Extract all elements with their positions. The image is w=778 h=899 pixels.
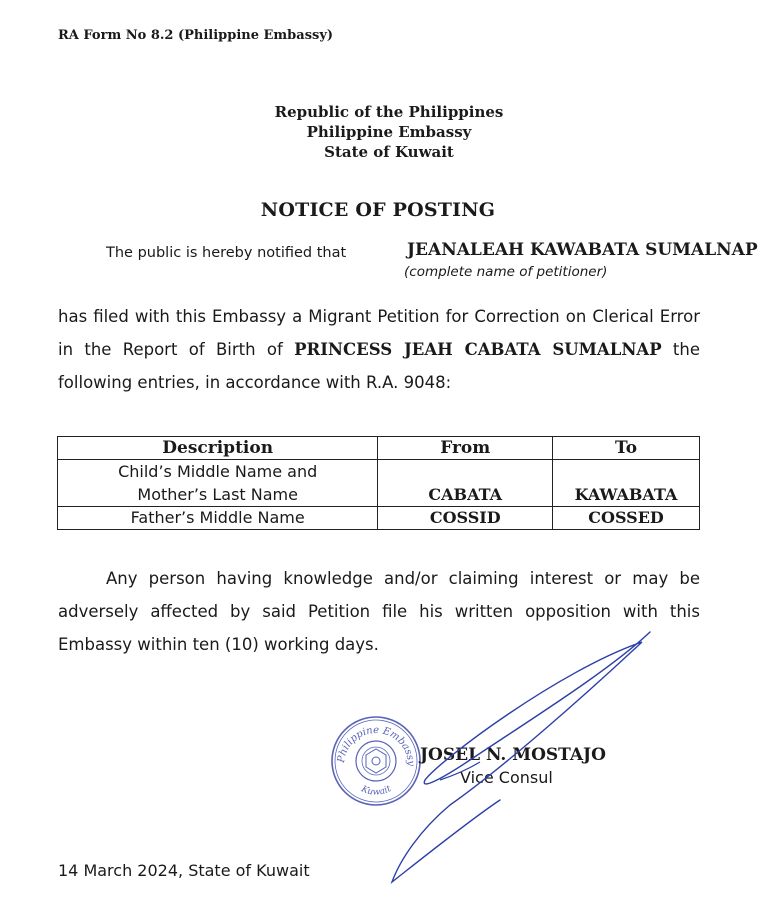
row-to: COSSED (553, 507, 700, 530)
date-place: 14 March 2024, State of Kuwait (58, 861, 310, 880)
row-from: COSSID (378, 507, 553, 530)
subject-name: PRINCESS JEAH CABATA SUMALNAP (294, 340, 662, 359)
table-row (58, 460, 700, 507)
column-header-description: Description (58, 437, 378, 460)
row-from: CABATA (378, 460, 553, 507)
table-row (58, 507, 700, 530)
seal-text-top: Philippine Embassy (335, 724, 417, 767)
column-header-to: To (553, 437, 700, 460)
petition-paragraph (58, 300, 700, 399)
para1-end: the following entries, in accordance with R.A. 9048: (58, 340, 700, 392)
signatory-name: JOSEL N. MOSTAJO (420, 745, 606, 765)
row-description-line1: Child’s Middle Name and (118, 462, 318, 481)
column-header-from: From (378, 437, 553, 460)
petitioner-caption: (complete name of petitioner) (404, 264, 608, 280)
row-description-line2: Mother’s Last Name (137, 485, 298, 504)
seal-text-bottom: Kuwait (359, 784, 393, 798)
para1-start: has filed with this Embassy a Migrant Petition for Correction on Clerical Error in the Report of Birth of (58, 307, 700, 359)
row-description (58, 460, 378, 507)
header-line-republic: Republic of the Philippines (274, 103, 504, 121)
signatory-position: Vice Consul (460, 768, 553, 787)
page-title: NOTICE OF POSTING (260, 199, 496, 221)
form-number: RA Form No 8.2 (Philippine Embassy) (58, 28, 334, 43)
header-line-embassy: Philippine Embassy (306, 123, 472, 141)
row-to: KAWABATA (553, 460, 700, 507)
row-description: Father’s Middle Name (58, 507, 378, 530)
corrections-table (57, 436, 700, 530)
opposition-paragraph: Any person having knowledge and/or claiming interest or may be adversely affected by said Petition file his written opposition with this Embassy within ten (10) working days. (58, 569, 700, 654)
notice-intro: The public is hereby notified that (106, 245, 347, 261)
header-line-state: State of Kuwait (324, 143, 454, 161)
signature-icon (380, 630, 660, 890)
petitioner-name: JEANALEAH KAWABATA SUMALNAP (407, 240, 758, 260)
embassy-header (0, 102, 778, 162)
table-header-row (58, 437, 700, 460)
